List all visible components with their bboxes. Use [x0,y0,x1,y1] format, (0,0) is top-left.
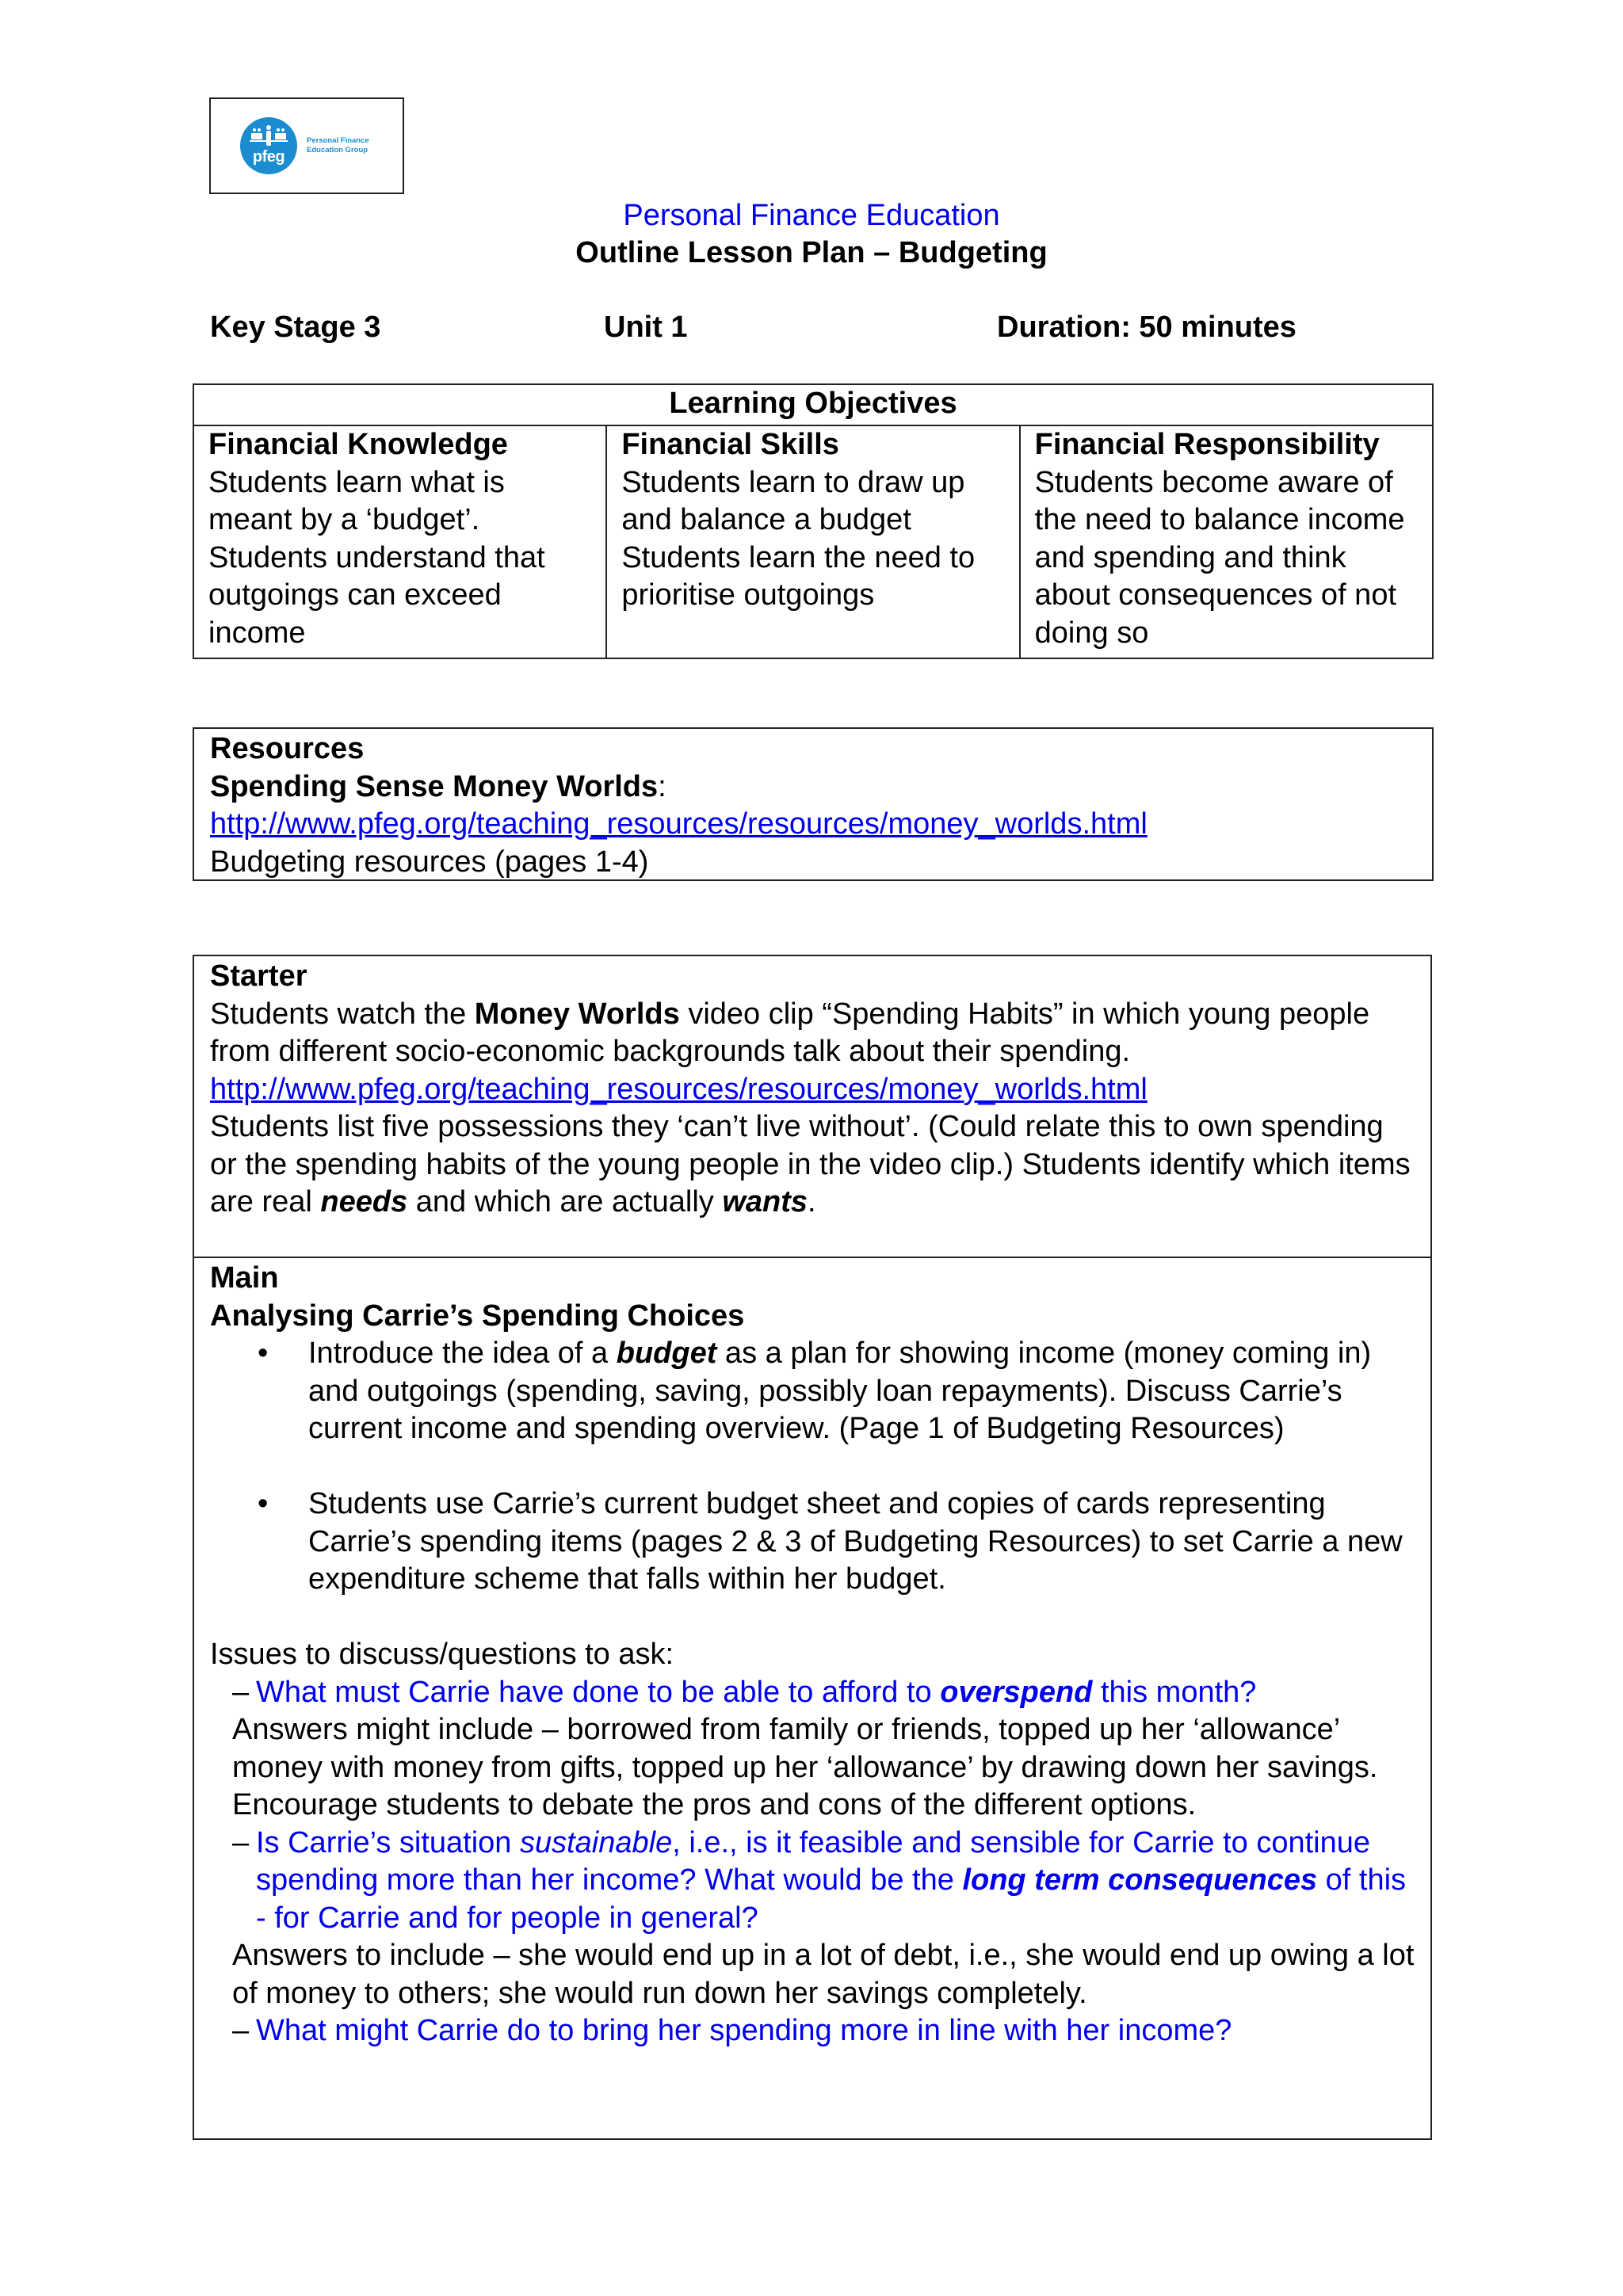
colon: : [658,769,666,803]
budget-emphasis: budget [616,1337,717,1370]
objective-text: Students become aware of the need to balance income and spending and think about consequences of not doing so [1034,465,1405,650]
logo-org-name [307,136,369,155]
dash-icon: – [232,2014,250,2047]
objective-knowledge [193,425,606,658]
pfeg-logo-emblem-icon [240,117,297,174]
answer-2: Answers to include – she would end up in a lot of debt, i.e., she would end up owing a lot of money to others; she would run down her savings completely. [232,1939,1415,2010]
resources-source-name: Spending Sense Money Worlds [210,769,659,803]
resources-source [210,769,1416,807]
objective-skills [606,425,1019,658]
text: Introduce the idea of a [308,1337,617,1370]
objective-title: Financial Skills [621,428,839,461]
text: Students watch the [210,997,475,1031]
issues-label: Issues to discuss/questions to ask: [210,1638,674,1671]
main-subheading: Analysing Carrie’s Spending Choices [210,1299,745,1333]
question-1 [210,1674,1415,1712]
objective-text: Students learn what is meant by a ‘budget’. Students understand that outgoings can exceed income [208,465,545,650]
duration: Duration: 50 minutes [997,311,1296,344]
objective-title: Financial Responsibility [1034,428,1380,461]
logo-line-1: Personal Finance [307,136,369,145]
sustainable-emphasis: sustainable [519,1825,673,1859]
key-stage: Key Stage 3 [210,311,381,344]
question-2 [210,1825,1415,1938]
starter-paragraph-2 [210,1108,1415,1222]
list-item [210,1335,1415,1448]
starter-paragraph-1 [210,996,1415,1071]
money-worlds-emphasis: Money Worlds [474,997,680,1031]
objective-title: Financial Knowledge [208,428,508,461]
resources-section [193,727,1434,881]
spacer [210,1448,1415,1486]
question-3 [210,2012,1415,2050]
logo-line-2: Education Group [307,146,369,154]
learning-objectives-table [193,383,1434,659]
wants-emphasis: wants [722,1185,808,1219]
text: What must Carrie have done to be able to afford to [256,1675,941,1709]
starter-section [193,955,1432,1258]
text: of this - for Carrie and for people in general? [256,1863,1407,1935]
text: . [808,1185,816,1219]
text: Students list five possessions they ‘can’t live without’. (Could relate this to own spending or the spending habits of the young people in the video clip.) Students identify which items are real [210,1110,1411,1219]
logo-wordmark: pfeg [252,148,285,166]
document-title: Outline Lesson Plan – Budgeting [575,236,1048,269]
starter-money-worlds-link[interactable]: http://www.pfeg.org/teaching_resources/resources/money_worlds.html [210,1072,1148,1106]
resources-heading: Resources [210,732,365,765]
text: and which are actually [407,1185,723,1219]
pfeg-logo [209,97,404,194]
document-subtitle: Personal Finance Education [623,199,1000,232]
list-item [210,1486,1415,1599]
dash-icon: – [232,1825,250,1859]
overspend-emphasis: overspend [940,1675,1093,1709]
needs-emphasis: needs [320,1185,408,1219]
people-group-icon [248,125,289,146]
text: What might Carrie do to bring her spending more in line with her income? [256,2014,1232,2047]
money-worlds-link[interactable]: http://www.pfeg.org/teaching_resources/resources/money_worlds.html [210,807,1148,841]
text: this month? [1092,1675,1257,1709]
objective-text: Students learn to draw up and balance a budget Students learn the need to prioritise outgoings [621,465,976,612]
unit: Unit 1 [604,311,688,344]
resources-note: Budgeting resources (pages 1-4) [210,845,649,879]
bullet-icon: • [258,1337,269,1370]
spacer [210,1599,1415,1637]
main-heading: Main [210,1261,279,1295]
learning-objectives-heading: Learning Objectives [193,384,1433,425]
main-bullet-list [210,1335,1415,1599]
long-term-consequences-emphasis: long term consequences [962,1863,1318,1897]
starter-heading: Starter [210,959,307,993]
text: as a plan for showing income (money coming in) and outgoings (spending, saving, possibly loan repayments). Discuss Carrie’s current income and spending overview. (Page 1 of Budgeting Resources) [308,1337,1372,1445]
text: video clip “Spending Habits” in which young people from different socio-economic backgrounds talk about their spending. [210,997,1370,1068]
text: Is Carrie’s situation [256,1825,520,1859]
dash-icon: – [232,1675,250,1709]
text: Students use Carrie’s current budget sheet and copies of cards representing Carrie’s spending items (pages 2 & 3 of Budgeting Resources) to set Carrie a new expenditure scheme that falls within her budget. [308,1487,1403,1596]
bullet-icon: • [258,1487,269,1520]
main-section [193,1257,1432,2140]
objective-responsibility [1020,425,1433,658]
text: , i.e., is it feasible and sensible for Carrie to continue spending more than her income? What would be the [256,1825,1371,1897]
answer-1: Answers might include – borrowed from family or friends, topped up her ‘allowance’ money with money from gifts, topped up her ‘allowance’ by drawing down her savings. Encourage students to debate the pros and cons of the different options. [232,1713,1378,1821]
